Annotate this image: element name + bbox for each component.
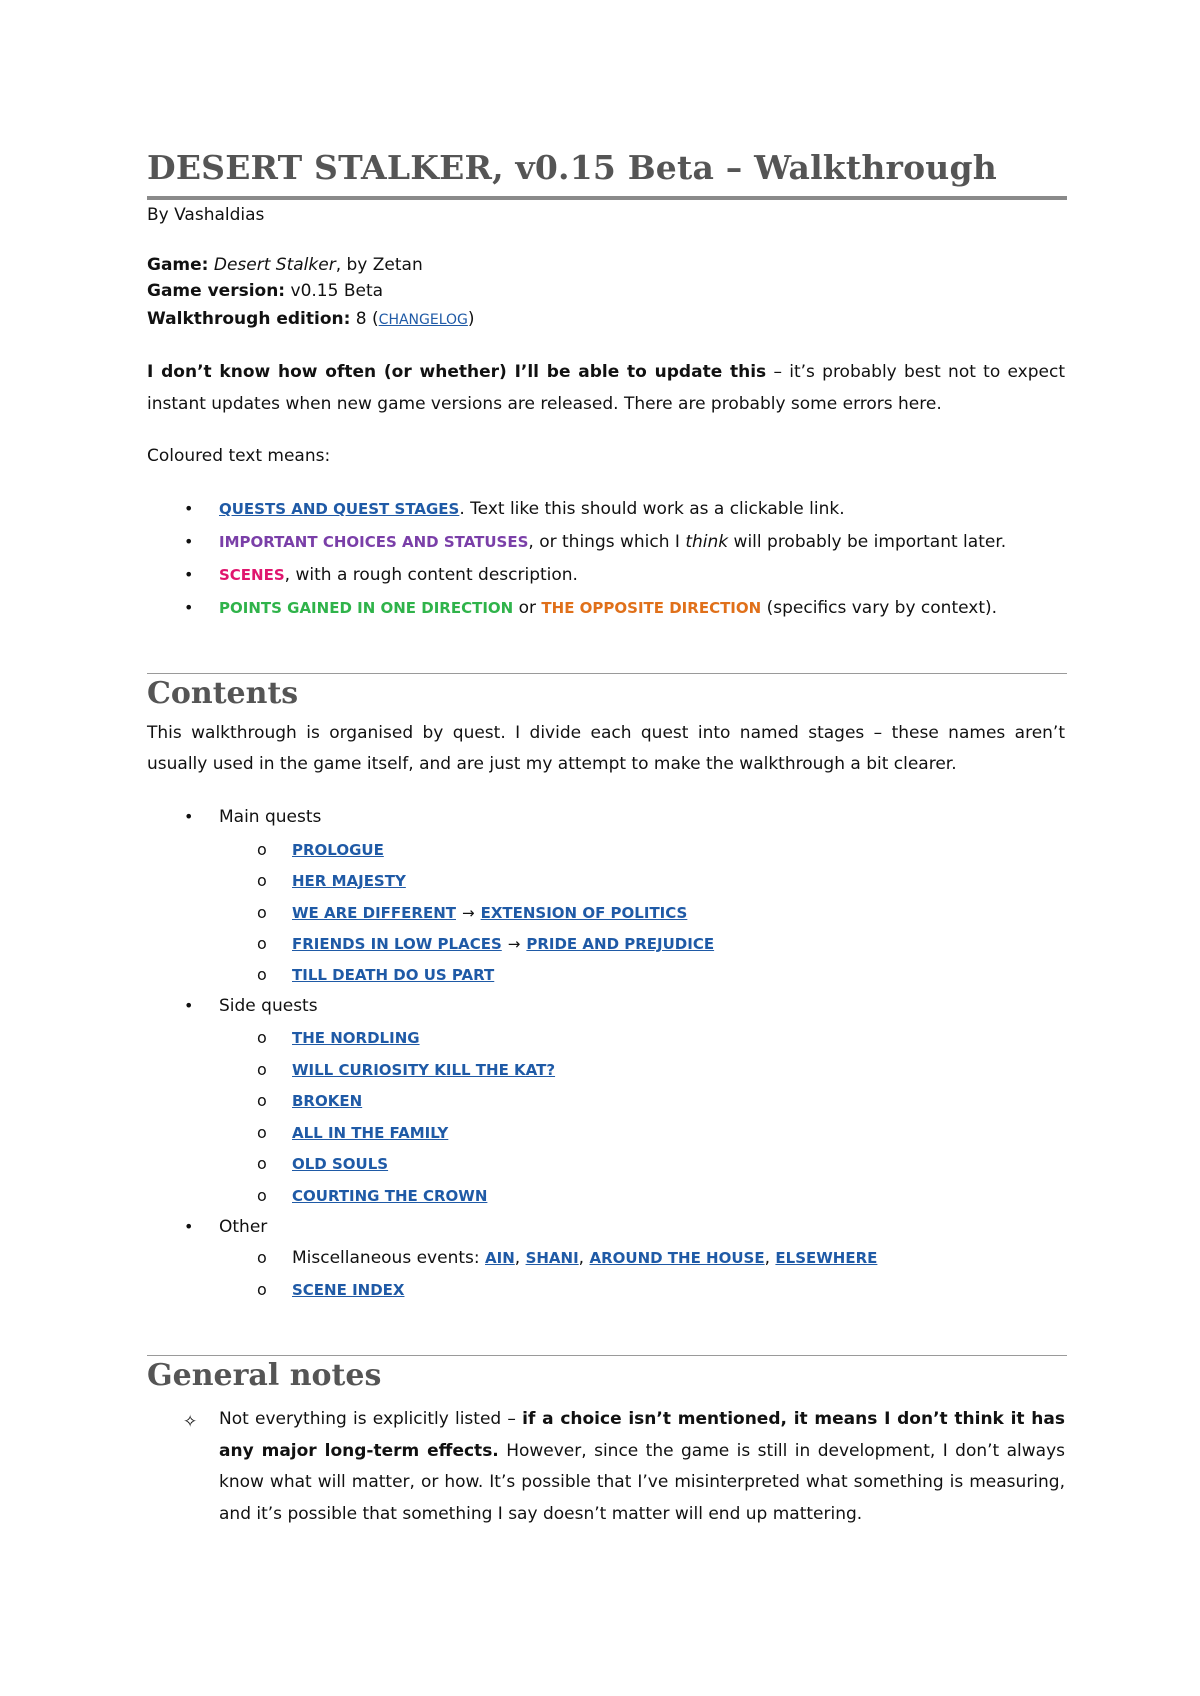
main-quests-label: Main quests: [219, 807, 322, 827]
intro-paragraph: [147, 356, 1065, 420]
toc-link-curiosity[interactable]: WILL CURIOSITY KILL THE KAT?: [292, 1061, 556, 1079]
bullet-dot: •: [184, 598, 194, 617]
diamond-bullet-icon: ✧: [183, 1412, 198, 1432]
toc-item: [292, 902, 687, 924]
toc-link-scene-index[interactable]: SCENE INDEX: [292, 1281, 405, 1299]
section-divider: [147, 1355, 1067, 1356]
meta-version-value: v0.15 Beta: [285, 281, 384, 301]
legend-important-text: IMPORTANT CHOICES AND STATUSES: [219, 533, 529, 551]
document-title: DESERT STALKER, v0.15 Beta – Walkthrough: [147, 148, 997, 187]
general-rest: However, since the game is still in development, I don’t always know what will matter, or how. It’s possible that I’ve misinterpreted what something is measuring, and it’s possible that something I say doesn’t matter will end up mattering.: [219, 1440, 1065, 1524]
legend-item-quests: [219, 498, 845, 520]
bullet-circle: o: [257, 840, 267, 859]
bullet-dot: •: [184, 532, 194, 551]
meta-edition-value: 8 (: [350, 309, 379, 329]
toc-link-nordling[interactable]: THE NORDLING: [292, 1029, 420, 1047]
bullet-circle: o: [257, 1028, 267, 1047]
bullet-circle: o: [257, 1060, 267, 1079]
side-quests-label: Side quests: [219, 996, 318, 1016]
toc-link-friends-in-low-places[interactable]: FRIENDS IN LOW PLACES: [292, 935, 502, 953]
toc-link-courting-the-crown[interactable]: COURTING THE CROWN: [292, 1187, 488, 1205]
bullet-circle: o: [257, 1154, 267, 1173]
toc-item: [292, 964, 494, 986]
contents-description: This walkthrough is organised by quest. I divide each quest into named stages – these names aren’t usually used in the game itself, and are just my attempt to make the walkthrough a bit clearer.: [147, 723, 1065, 774]
legend-scenes-text: SCENES: [219, 566, 285, 584]
byline: By Vashaldias: [147, 205, 265, 225]
toc-item: [292, 1153, 388, 1175]
legend-item-scenes: [219, 564, 578, 586]
toc-link-till-death[interactable]: TILL DEATH DO US PART: [292, 966, 495, 984]
toc-link-extension-of-politics[interactable]: EXTENSION OF POLITICS: [480, 904, 688, 922]
bullet-dot: •: [184, 1217, 194, 1236]
meta-game: [147, 254, 423, 276]
legend-item-points: [219, 597, 997, 619]
bullet-circle: o: [257, 1123, 267, 1142]
meta-game-label: Game:: [147, 255, 209, 275]
meta-edition-label: Walkthrough edition:: [147, 309, 351, 329]
section-divider: [147, 673, 1067, 674]
bullet-circle: o: [257, 903, 267, 922]
general-notes-paragraph: [219, 1404, 1065, 1530]
toc-link-all-in-the-family[interactable]: ALL IN THE FAMILY: [292, 1124, 449, 1142]
changelog-link[interactable]: CHANGELOG: [378, 312, 468, 328]
legend-points-opposite: THE OPPOSITE DIRECTION: [541, 599, 762, 617]
bullet-circle: o: [257, 965, 267, 984]
title-underline: [147, 196, 1067, 200]
arrow-right-icon: →: [462, 904, 475, 922]
bullet-circle: o: [257, 934, 267, 953]
legend-quests-link[interactable]: QUESTS AND QUEST STAGES: [219, 500, 460, 518]
toc-item: [292, 839, 384, 861]
other-label: Other: [219, 1217, 268, 1237]
general-bold: if a choice isn’t mentioned, it means I don’t think it has any major long-term effects.: [219, 1409, 1065, 1461]
meta-version-label: Game version:: [147, 281, 286, 301]
toc-item: [292, 1185, 487, 1207]
toc-item: [292, 933, 714, 955]
toc-link-around-the-house[interactable]: AROUND THE HOUSE: [589, 1249, 765, 1267]
toc-item-misc: Miscellaneous events: AIN, SHANI, AROUND THE HOUSE, ELSEWHERE: [292, 1248, 878, 1268]
bullet-circle: o: [257, 871, 267, 890]
bullet-dot: •: [184, 807, 194, 826]
meta-game-by: , by Zetan: [335, 255, 423, 275]
legend-important-rest-b: will probably be important later.: [728, 532, 1007, 552]
misc-label: Miscellaneous events:: [292, 1248, 485, 1268]
toc-item: [292, 1059, 555, 1081]
arrow-right-icon: →: [507, 935, 521, 953]
bullet-dot: •: [184, 565, 194, 584]
toc-link-we-are-different[interactable]: WE ARE DIFFERENT: [292, 904, 456, 922]
toc-item: [292, 1279, 404, 1301]
toc-link-old-souls[interactable]: OLD SOULS: [292, 1155, 389, 1173]
bullet-circle: o: [257, 1186, 267, 1205]
legend-item-important: [219, 531, 1006, 553]
toc-item: [292, 1122, 448, 1144]
legend-important-rest-a: , or things which I: [528, 532, 686, 552]
general-notes-heading: General notes: [147, 1358, 382, 1393]
bullet-dot: •: [184, 996, 194, 1015]
toc-link-prologue[interactable]: PROLOGUE: [292, 841, 384, 859]
meta-edition-close: ): [467, 309, 475, 329]
legend-points-mid: or: [513, 598, 542, 618]
contents-heading: Contents: [147, 676, 299, 711]
meta-version: [147, 280, 383, 302]
toc-item: [292, 1090, 362, 1112]
legend-points-rest: (specifics vary by context).: [761, 598, 998, 618]
intro-rest: – it’s probably best not to expect instant updates when new game versions are released. There are probably some errors here.: [147, 362, 1065, 414]
legend-scenes-rest: , with a rough content description.: [284, 565, 578, 585]
toc-link-her-majesty[interactable]: HER MAJESTY: [292, 872, 406, 890]
bullet-dot: •: [184, 499, 194, 518]
meta-game-title: Desert Stalker: [213, 255, 336, 275]
bullet-circle: o: [257, 1091, 267, 1110]
toc-item: [292, 870, 406, 892]
meta-edition: [147, 308, 475, 331]
intro-bold: I don’t know how often (or whether) I’ll be able to update this: [147, 362, 767, 382]
toc-link-pride-and-prejudice[interactable]: PRIDE AND PREJUDICE: [526, 935, 715, 953]
legend-quests-text: . Text like this should work as a clickable link.: [459, 499, 845, 519]
toc-link-shani[interactable]: SHANI: [525, 1249, 579, 1267]
general-lead: Not everything is explicitly listed –: [219, 1409, 523, 1429]
bullet-circle: o: [257, 1248, 267, 1267]
legend-heading: Coloured text means:: [147, 446, 331, 466]
legend-important-italic: think: [685, 532, 729, 552]
bullet-circle: o: [257, 1280, 267, 1299]
toc-link-elsewhere[interactable]: ELSEWHERE: [775, 1249, 878, 1267]
toc-link-broken[interactable]: BROKEN: [292, 1092, 363, 1110]
toc-link-ain[interactable]: AIN: [485, 1249, 515, 1267]
toc-item: [292, 1027, 420, 1049]
legend-points-one: POINTS GAINED IN ONE DIRECTION: [219, 599, 514, 617]
